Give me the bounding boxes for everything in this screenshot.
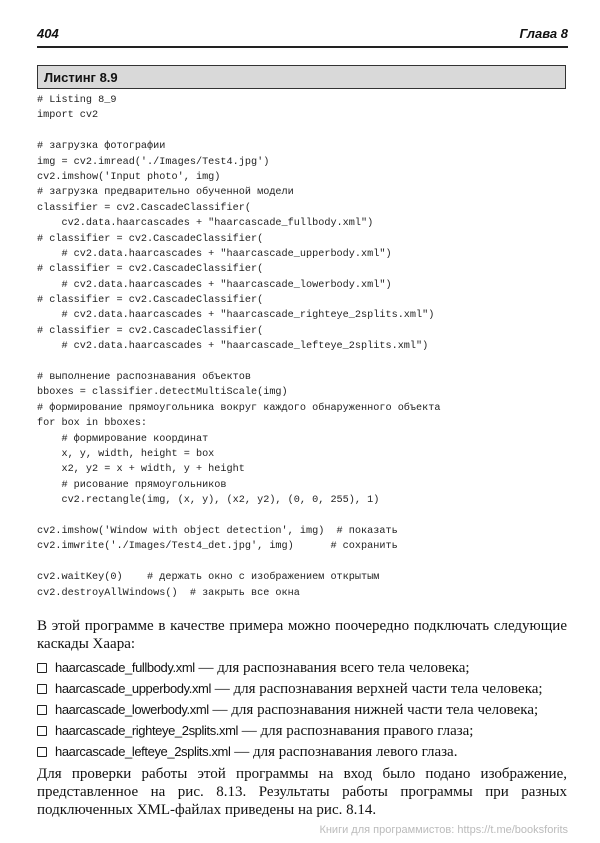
code-line: # загрузка предварительно обученной модели [37,187,294,199]
list-item [37,658,543,679]
file-name: haarcascade_lefteye_2splits.xml [55,744,231,759]
code-line: cv2.imshow('Window with object detection', img) # показать [37,525,398,537]
file-name: haarcascade_upperbody.xml [55,681,211,696]
code-line: # выполнение распознавания объектов [37,372,251,384]
code-line: x, y, width, height = box [37,448,215,460]
file-description: — для распознавания правого глаза; [238,723,474,739]
list-item [37,721,543,742]
code-line: img = cv2.imread('./Images/Test4.jpg') [37,156,270,168]
code-line: cv2.imshow('Input photo', img) [37,171,221,183]
code-line: # classifier = cv2.CascadeClassifier( [37,325,264,337]
code-line [37,124,441,139]
file-description: — для распознавания всего тела человека; [194,660,470,676]
code-line: # рисование прямоугольников [37,479,227,491]
code-line: # Listing 8_9 [37,95,117,106]
code-line: # classifier = cv2.CascadeClassifier( [37,295,264,307]
code-line [37,555,441,570]
file-name: haarcascade_righteye_2splits.xml [55,723,239,738]
watermark: Книги для программистов: https://t.me/booksforits [319,824,568,836]
code-line: # classifier = cv2.CascadeClassifier( [37,264,264,276]
code-line: # загрузка фотографии [37,141,166,153]
code-line: # cv2.data.haarcascades + "haarcascade_righteye_2splits.xml") [37,310,435,322]
chapter-title: Глава 8 [519,26,568,41]
code-line: x2, y2 = x + width, y + height [37,464,245,476]
file-description: — для распознавания нижней части тела человека; [208,702,539,718]
checkbox-bullet-icon [37,684,47,694]
code-line: # формирование прямоугольника вокруг каждого обнаруженного объекта [37,402,441,414]
file-name: haarcascade_fullbody.xml [55,660,195,675]
code-line: # cv2.data.haarcascades + "haarcascade_upperbody.xml") [37,248,392,260]
file-description: — для распознавания верхней части тела человека; [210,681,543,697]
file-description: — для распознавания левого глаза. [230,744,458,760]
paragraph-intro: В этой программе в качестве примера можно поочередно подключать следующие каскады Хаара: [37,618,567,652]
code-block [37,93,441,601]
code-line [37,355,441,370]
code-line: # формирование координат [37,433,209,445]
list-item [37,700,543,721]
listing-title: Листинг 8.9 [37,65,566,89]
code-line: bboxes = classifier.detectMultiScale(img) [37,387,288,399]
cascade-list [37,658,543,763]
code-line: cv2.waitKey(0) # держать окно с изображением открытым [37,572,380,584]
code-line: # cv2.data.haarcascades + "haarcascade_lowerbody.xml") [37,279,392,291]
list-item [37,742,543,763]
page-header [37,26,568,48]
checkbox-bullet-icon [37,663,47,673]
code-line: # cv2.data.haarcascades + "haarcascade_lefteye_2splits.xml") [37,341,429,353]
code-line: for box in bboxes: [37,418,148,430]
code-line: cv2.rectangle(img, (x, y), (x2, y2), (0, 0, 255), 1) [37,495,380,507]
file-name: haarcascade_lowerbody.xml [55,702,209,717]
code-line: # classifier = cv2.CascadeClassifier( [37,233,264,245]
code-line: import cv2 [37,110,99,122]
checkbox-bullet-icon [37,726,47,736]
code-line [37,509,441,524]
paragraph-results: Для проверки работы этой программы на вход было подано изображение, представленное на рис. 8.13. Результаты работы программы при разных подключенных XML-файлах приведены на рис. 8.14. [37,766,567,818]
page-number: 404 [37,26,59,41]
code-line: classifier = cv2.CascadeClassifier( [37,202,251,214]
checkbox-bullet-icon [37,705,47,715]
code-line: cv2.data.haarcascades + "haarcascade_fullbody.xml") [37,218,374,230]
code-line: cv2.destroyAllWindows() # закрыть все окна [37,587,300,599]
code-line: cv2.imwrite('./Images/Test4_det.jpg', img) # сохранить [37,541,398,553]
checkbox-bullet-icon [37,747,47,757]
list-item [37,679,543,700]
